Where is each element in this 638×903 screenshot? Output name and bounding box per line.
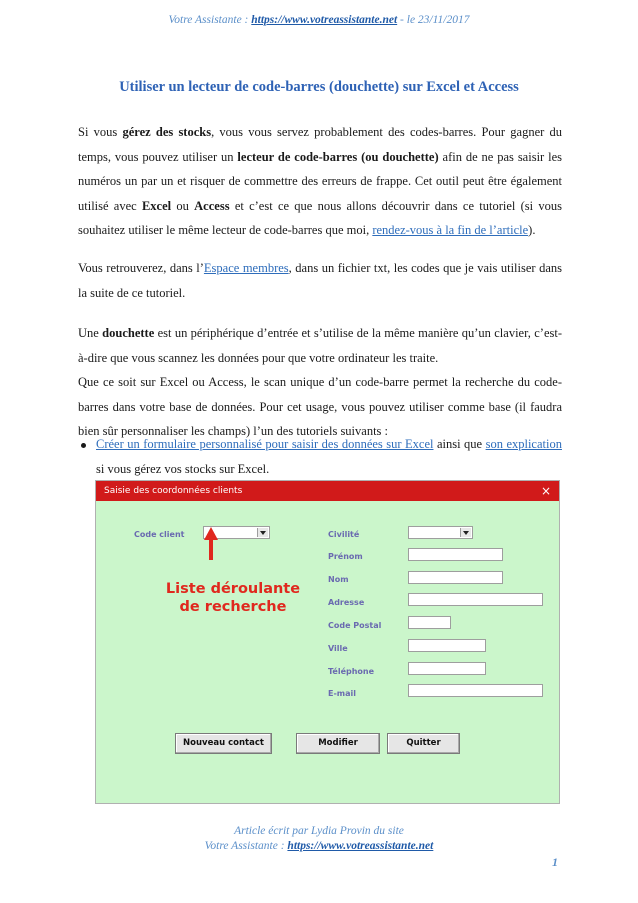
telephone-label: Téléphone <box>328 667 375 676</box>
callout-line-1: Liste déroulante <box>165 581 301 597</box>
page-number: 1 <box>552 855 558 869</box>
list-item <box>78 432 562 481</box>
new-contact-button[interactable]: Nouveau contact <box>175 733 272 754</box>
header-prefix: Votre Assistante : <box>168 14 252 26</box>
tutorial-list <box>78 432 562 481</box>
members-area-link[interactable]: Espace membres <box>203 261 289 275</box>
close-icon[interactable]: × <box>540 484 551 498</box>
code-postal-field[interactable] <box>408 616 451 629</box>
page-title: Utiliser un lecteur de code-barres (douchette) sur Excel et Access <box>119 79 519 95</box>
bullet-text-2: si vous gérez vos stocks sur Excel. <box>96 461 270 476</box>
footer-prefix: Votre Assistante : <box>204 840 288 852</box>
paragraph-members <box>78 256 562 305</box>
footer-site-link[interactable]: https://www.votreassistante.net <box>287 840 434 852</box>
p2-text-1: Vous retrouverez, dans l’ <box>78 261 204 275</box>
page-header <box>0 14 638 26</box>
ville-field[interactable] <box>408 639 486 652</box>
p1-bold-2: lecteur de code-barres (ou douchette) <box>237 149 439 164</box>
header-date: - le 23/11/2017 <box>397 14 470 26</box>
paragraph-usage: Que ce soit sur Excel ou Access, le scan unique d’un code-barre permet la recherche du code-barres dans votre base de données. Pour cet usage, vous pouvez utiliser comme base (il faudra bien sûr personnaliser les champs) l’un des tutoriels suivants : <box>78 375 562 439</box>
p3-text-1: Une <box>78 326 103 340</box>
code-postal-label: Code Postal <box>328 621 382 630</box>
arrow-shaft <box>209 540 213 560</box>
dropdown-callout <box>158 580 308 616</box>
p1-bold-4: Access <box>194 198 230 213</box>
nom-field[interactable] <box>408 571 503 584</box>
intro-section <box>78 120 562 243</box>
chevron-down-icon[interactable] <box>257 528 268 537</box>
p1-text-6: ). <box>528 223 536 238</box>
civilite-label: Civilité <box>328 530 360 539</box>
p1-bold-3: Excel <box>141 198 172 213</box>
code-client-label: Code client <box>134 530 185 539</box>
form-title: Saisie des coordonnées clients <box>104 486 243 496</box>
list-item-text <box>96 432 562 481</box>
p2-text-2: , dans un fichier txt, les codes que je vais utiliser dans la suite de ce tutoriel. <box>78 261 563 300</box>
prenom-label: Prénom <box>328 552 363 561</box>
excel-form-tutorial-link[interactable]: Créer un formulaire personnalisé pour saisir des données sur Excel <box>96 437 434 451</box>
form-titlebar <box>96 481 559 501</box>
p3-bold-1: douchette <box>102 326 155 340</box>
adresse-label: Adresse <box>328 598 365 607</box>
callout-line-2: de recherche <box>179 599 287 615</box>
footer-author: Article écrit par Lydia Provin du site <box>234 825 404 837</box>
nom-label: Nom <box>328 575 349 584</box>
paragraph-scanner <box>78 321 562 370</box>
p1-bold-1: gérez des stocks <box>122 125 212 139</box>
page-footer <box>0 824 638 854</box>
scanner-section <box>78 321 562 444</box>
members-section <box>78 256 562 305</box>
p1-text-2: , vous vous servez probablement des codes-barres. Pour gagner du temps, vous pouvez utiliser un <box>78 125 562 164</box>
ville-label: Ville <box>328 644 348 653</box>
explanation-link[interactable]: son explication <box>485 437 562 451</box>
paragraph-intro <box>78 120 562 243</box>
arrow-up-icon <box>204 527 218 540</box>
client-form-screenshot <box>95 480 560 804</box>
modify-button[interactable]: Modifier <box>296 733 380 754</box>
quit-button[interactable]: Quitter <box>387 733 460 754</box>
prenom-field[interactable] <box>408 548 503 561</box>
civilite-combobox[interactable] <box>408 526 473 539</box>
bullet-text-1: ainsi que <box>433 437 486 451</box>
email-label: E-mail <box>328 689 357 698</box>
adresse-field[interactable] <box>408 593 543 606</box>
email-field[interactable] <box>408 684 543 697</box>
p1-text-4: ou <box>171 198 195 213</box>
p1-text-3: afin de ne pas saisir les numéros un par un et risquer de commettre des erreurs de frappe. Cet outil peut être également utilisé avec <box>78 149 562 213</box>
header-site-link[interactable]: https://www.votreassistante.net <box>251 14 398 26</box>
p3-text-2: est un périphérique d’entrée et s’utilise de la même manière qu’un clavier, c’est-à-dire que vous scannez les données pour que votre ordinateur les traite. <box>78 326 562 365</box>
chevron-down-icon[interactable] <box>460 528 471 537</box>
telephone-field[interactable] <box>408 662 486 675</box>
p1-text-5: et c’est ce que nous allons découvrir dans ce tutoriel (si vous souhaitez utiliser le même lecteur de code-barres que moi, <box>78 198 562 238</box>
footer-site <box>0 839 638 854</box>
p1-text-1: Si vous <box>78 125 123 139</box>
end-of-article-link[interactable]: rendez-vous à la fin de l’article <box>372 223 529 238</box>
bullet-icon <box>78 432 96 481</box>
